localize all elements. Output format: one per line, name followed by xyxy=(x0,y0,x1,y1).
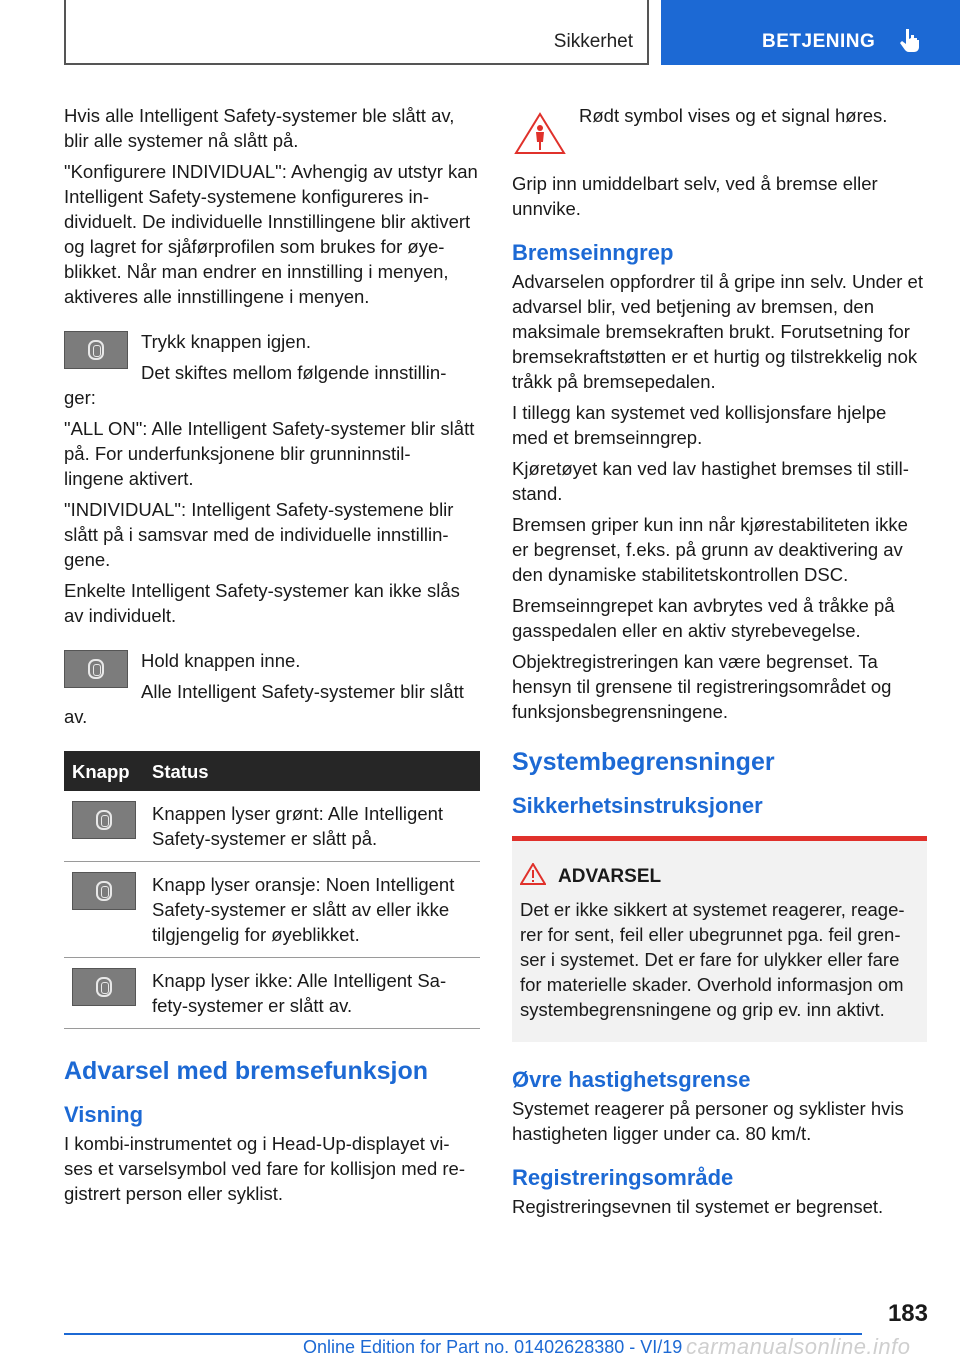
paragraph: "INDIVIDUAL": Intelligent Safety-systemene blir slått på i samsvar med de individuelle innstillin- gene. xyxy=(64,499,454,570)
header-chapter-label: BETJENING xyxy=(762,31,876,52)
paragraph: I kombi-instrumentet og i Head-Up-displayet vi- ses et varselsymbol ved fare for kollisjon med re- gistrert person eller syklist. xyxy=(64,1133,465,1204)
instruction-text: Trykk knappen igjen. xyxy=(141,331,312,352)
button-status-table xyxy=(64,751,480,1029)
button-off-icon xyxy=(72,968,136,1006)
table-cell-icon xyxy=(64,862,144,958)
warning-box-header xyxy=(520,863,919,889)
warning-box xyxy=(512,836,927,1042)
instruction-text: av. xyxy=(64,706,88,727)
paragraph: Systemet reagerer på personer og syklister hvis hastigheten ligger under ca. 80 km/t. xyxy=(512,1098,904,1144)
table-row xyxy=(64,791,480,862)
intelligent-safety-button-icon xyxy=(64,331,128,369)
instruction-text: Alle Intelligent Safety-systemer blir slått xyxy=(141,681,464,702)
subsection-heading: Sikkerhetsinstruksjoner xyxy=(512,793,763,818)
subsection-heading: Registreringsområde xyxy=(512,1165,734,1190)
paragraph: Hvis alle Intelligent Safety-systemer ble slått av, blir alle systemer nå slått på. xyxy=(64,105,455,151)
warning-box-text: Det er ikke sikkert at systemet reagerer, reage- rer for sent, feil eller ubegrunnet pga. feil gren- ser i systemet. Det er fare for ulykker eller fare for materielle skader. Overhold informasjon om systembegrensningene og grip ev. inn aktivt. xyxy=(520,899,905,1020)
paragraph: "ALL ON": Alle Intelligent Safety-systemer blir slått på. For underfunksjonene blir grunninnstil- lingene aktivert. xyxy=(64,418,475,489)
page-number: 183 xyxy=(887,1300,928,1327)
intelligent-safety-button-icon xyxy=(64,650,128,688)
paragraph: Grip inn umiddelbart selv, ved å bremse eller unnvike. xyxy=(512,173,878,219)
table-cell-status: Knapp lyser ikke: Alle Intelligent Sa- fety-systemer er slått av. xyxy=(144,958,480,1029)
instruction-text: Hold knappen inne. xyxy=(141,650,301,671)
collision-warning-row xyxy=(512,103,927,153)
section-heading: Advarsel med bremsefunksjon xyxy=(64,1057,429,1085)
paragraph: Objektregistreringen kan være begrenset. Ta hensyn til grensene til registreringsområdet og funksjonsbegrensningene. xyxy=(512,651,892,722)
paragraph: Advarselen oppfordrer til å gripe inn selv. Under et advarsel blir, ved betjening av bremsen, den maksimale bremsekraften brukt. Forutsetning for bremsekraftstøtten er et hurtig og tilstrekkelig nok tråkk på bremsepedalen. xyxy=(512,271,923,392)
hand-pointer-icon xyxy=(899,27,921,53)
button-orange-icon xyxy=(72,872,136,910)
warning-box-label: ADVARSEL xyxy=(558,866,662,887)
table-cell-status: Knappen lyser grønt: Alle Intelligent Safety-systemer er slått på. xyxy=(144,791,480,862)
header-section-title: Sikkerhet xyxy=(553,31,633,52)
paragraph: Bremsen griper kun inn når kjørestabiliteten ikke er begrenset, f.eks. på grunn av deaktivering av den dynamiske stabilitetskontrollen DSC. xyxy=(512,514,908,585)
watermark: carmanualsonline.info xyxy=(686,1334,911,1359)
header-section-box xyxy=(64,0,649,65)
footer-edition: Online Edition for Part no. 01402628380 - VI/19 xyxy=(303,1337,683,1357)
pedestrian-warning-icon xyxy=(514,111,566,155)
column-header-status: Status xyxy=(144,751,480,791)
table-row xyxy=(64,958,480,1029)
paragraph: "Konfigurere INDIVIDUAL": Avhengig av utstyr kan Intelligent Safety-systemene konfigureres in- dividuelt. De individuelle Innstillingene blir aktivert og lagret for sjåførprofilen som brukes for øye- blikket. Når man endrer en innstilling i menyen, aktiveres alle innstillingene i menyen. xyxy=(64,161,478,307)
button-green-icon xyxy=(72,801,136,839)
button-instruction-press xyxy=(64,329,480,410)
table-row xyxy=(64,862,480,958)
instruction-text: ger: xyxy=(64,387,96,408)
button-instruction-hold xyxy=(64,648,480,729)
paragraph: I tillegg kan systemet ved kollisjonsfare hjelpe med et bremseinngrep. xyxy=(512,402,887,448)
subsection-heading: Øvre hastighetsgrense xyxy=(512,1067,751,1092)
header-chapter-tab[interactable] xyxy=(661,0,960,65)
table-cell-icon xyxy=(64,791,144,862)
paragraph: Enkelte Intelligent Safety-systemer kan ikke slås av individuelt. xyxy=(64,580,460,626)
table-cell-icon xyxy=(64,958,144,1029)
warning-text: Rødt symbol vises og et signal høres. xyxy=(579,105,888,126)
right-column xyxy=(512,103,927,1225)
left-column xyxy=(64,103,480,1212)
section-heading: Systembegrensninger xyxy=(512,748,775,776)
subsection-heading: Bremseinngrep xyxy=(512,240,674,265)
table-header-row xyxy=(64,751,480,791)
paragraph: Kjøretøyet kan ved lav hastighet bremses til still- stand. xyxy=(512,458,909,504)
instruction-text: Det skiftes mellom følgende innstillin- xyxy=(141,362,447,383)
table-cell-status: Knapp lyser oransje: Noen Intelligent Safety-systemer er slått av eller ikke tilgjengelig for øyeblikket. xyxy=(144,862,480,958)
warning-triangle-icon xyxy=(520,863,546,885)
paragraph: Bremseinngrepet kan avbrytes ved å tråkke på gasspedalen eller en aktiv styrebevegelse. xyxy=(512,595,895,641)
column-header-button: Knapp xyxy=(64,751,144,791)
paragraph: Registreringsevnen til systemet er begrenset. xyxy=(512,1196,884,1217)
subsection-heading: Visning xyxy=(64,1102,144,1127)
